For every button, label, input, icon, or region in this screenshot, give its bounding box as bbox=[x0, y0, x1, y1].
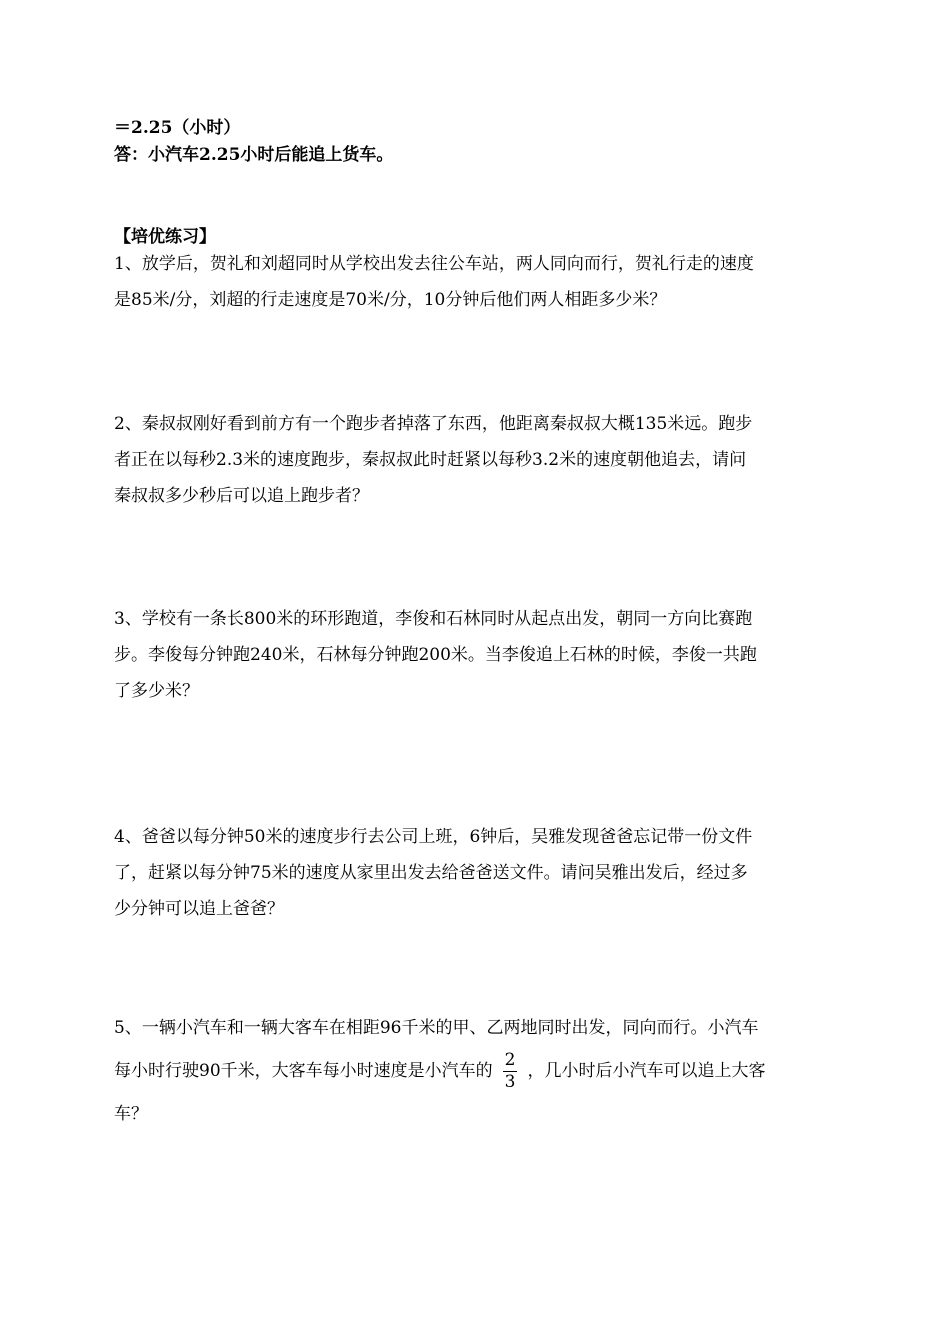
solution-answer-line: 答：小汽车2.25小时后能追上货车。 bbox=[114, 145, 394, 165]
problem-1-line-2: 是85米/分，刘超的行走速度是70米/分，10分钟后他们两人相距多少米？ bbox=[114, 290, 667, 310]
problem-5-line-1: 5、一辆小汽车和一辆大客车在相距96千米的甲、乙两地同时出发，同向而行。小汽车 bbox=[114, 1018, 759, 1038]
problem-2-line-3: 秦叔叔多少秒后可以追上跑步者？ bbox=[114, 486, 369, 506]
problem-2-line-1: 2、秦叔叔刚好看到前方有一个跑步者掉落了东西，他距离秦叔叔大概135米远。跑步 bbox=[114, 414, 753, 434]
problem-4-line-2: 了，赶紧以每分钟75米的速度从家里出发去给爸爸送文件。请问吴雅出发后，经过多 bbox=[114, 863, 748, 883]
problem-1-line-1: 1、放学后，贺礼和刘超同时从学校出发去往公车站，两人同向而行，贺礼行走的速度 bbox=[114, 254, 754, 274]
problem-4 bbox=[114, 819, 844, 927]
fraction-denominator: 3 bbox=[504, 1072, 516, 1092]
problem-5-line-2 bbox=[114, 1046, 844, 1096]
problem-2 bbox=[114, 406, 844, 514]
problem-5 bbox=[114, 1010, 844, 1132]
problem-3 bbox=[114, 601, 844, 709]
problem-4-line-3: 少分钟可以追上爸爸？ bbox=[114, 899, 284, 919]
problem-4-line-1: 4、爸爸以每分钟50米的速度步行去公司上班，6钟后，吴雅发现爸爸忘记带一份文件 bbox=[114, 827, 753, 847]
section-title: 【培优练习】 bbox=[114, 227, 216, 247]
problem-5-line-2-tail: ，几小时后小汽车可以追上大客 bbox=[527, 1061, 766, 1081]
problem-3-line-3: 了多少米？ bbox=[114, 681, 199, 701]
problem-1 bbox=[114, 246, 844, 318]
problem-3-line-1: 3、学校有一条长800米的环形跑道，李俊和石林同时从起点出发，朝同一方向比赛跑 bbox=[114, 609, 753, 629]
fraction-numerator: 2 bbox=[504, 1050, 516, 1070]
problem-5-line-3: 车？ bbox=[114, 1104, 148, 1124]
problem-2-line-2: 者正在以每秒2.3米的速度跑步，秦叔叔此时赶紧以每秒3.2米的速度朝他追去，请问 bbox=[114, 450, 747, 470]
fraction-two-thirds bbox=[503, 1051, 518, 1092]
problem-3-line-2: 步。李俊每分钟跑240米，石林每分钟跑200米。当李俊追上石林的时候，李俊一共跑 bbox=[114, 645, 757, 665]
problem-5-line-2-text: 每小时行驶90千米，大客车每小时速度是小汽车的 bbox=[114, 1061, 493, 1081]
solution-equation-line: ＝2.25（小时） bbox=[114, 118, 241, 138]
